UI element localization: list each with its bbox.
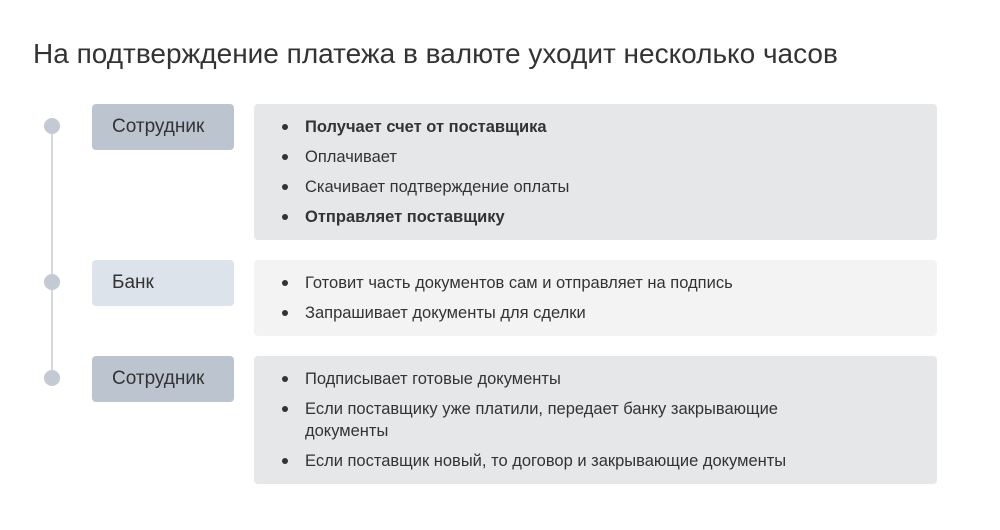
step-panel [254,104,937,240]
list-item: Оплачивает [282,146,917,168]
step-list [282,116,917,228]
list-item: Если поставщику уже платили, передает банку закрывающие документы [282,398,845,442]
list-item: Скачивает подтверждение оплаты [282,176,917,198]
timeline-line [51,126,53,378]
step-panel [254,260,937,336]
list-item: Готовит часть документов сам и отправляет на подпись [282,272,917,294]
list-item: Отправляет поставщику [282,206,917,228]
step-list [282,368,917,472]
timeline-dot [44,370,60,386]
step-panel [254,356,937,484]
timeline-dot [44,274,60,290]
list-item: Запрашивает документы для сделки [282,302,917,324]
page-title: На подтверждение платежа в валюте уходит несколько часов [33,38,838,69]
list-item: Если поставщик новый, то договор и закрывающие документы [282,450,917,472]
list-item: Подписывает готовые документы [282,368,917,390]
role-label: Банк [92,260,234,306]
role-label: Сотрудник [92,104,234,150]
list-item: Получает счет от поставщика [282,116,917,138]
role-label: Сотрудник [92,356,234,402]
timeline-dot [44,118,60,134]
step-list [282,272,917,324]
